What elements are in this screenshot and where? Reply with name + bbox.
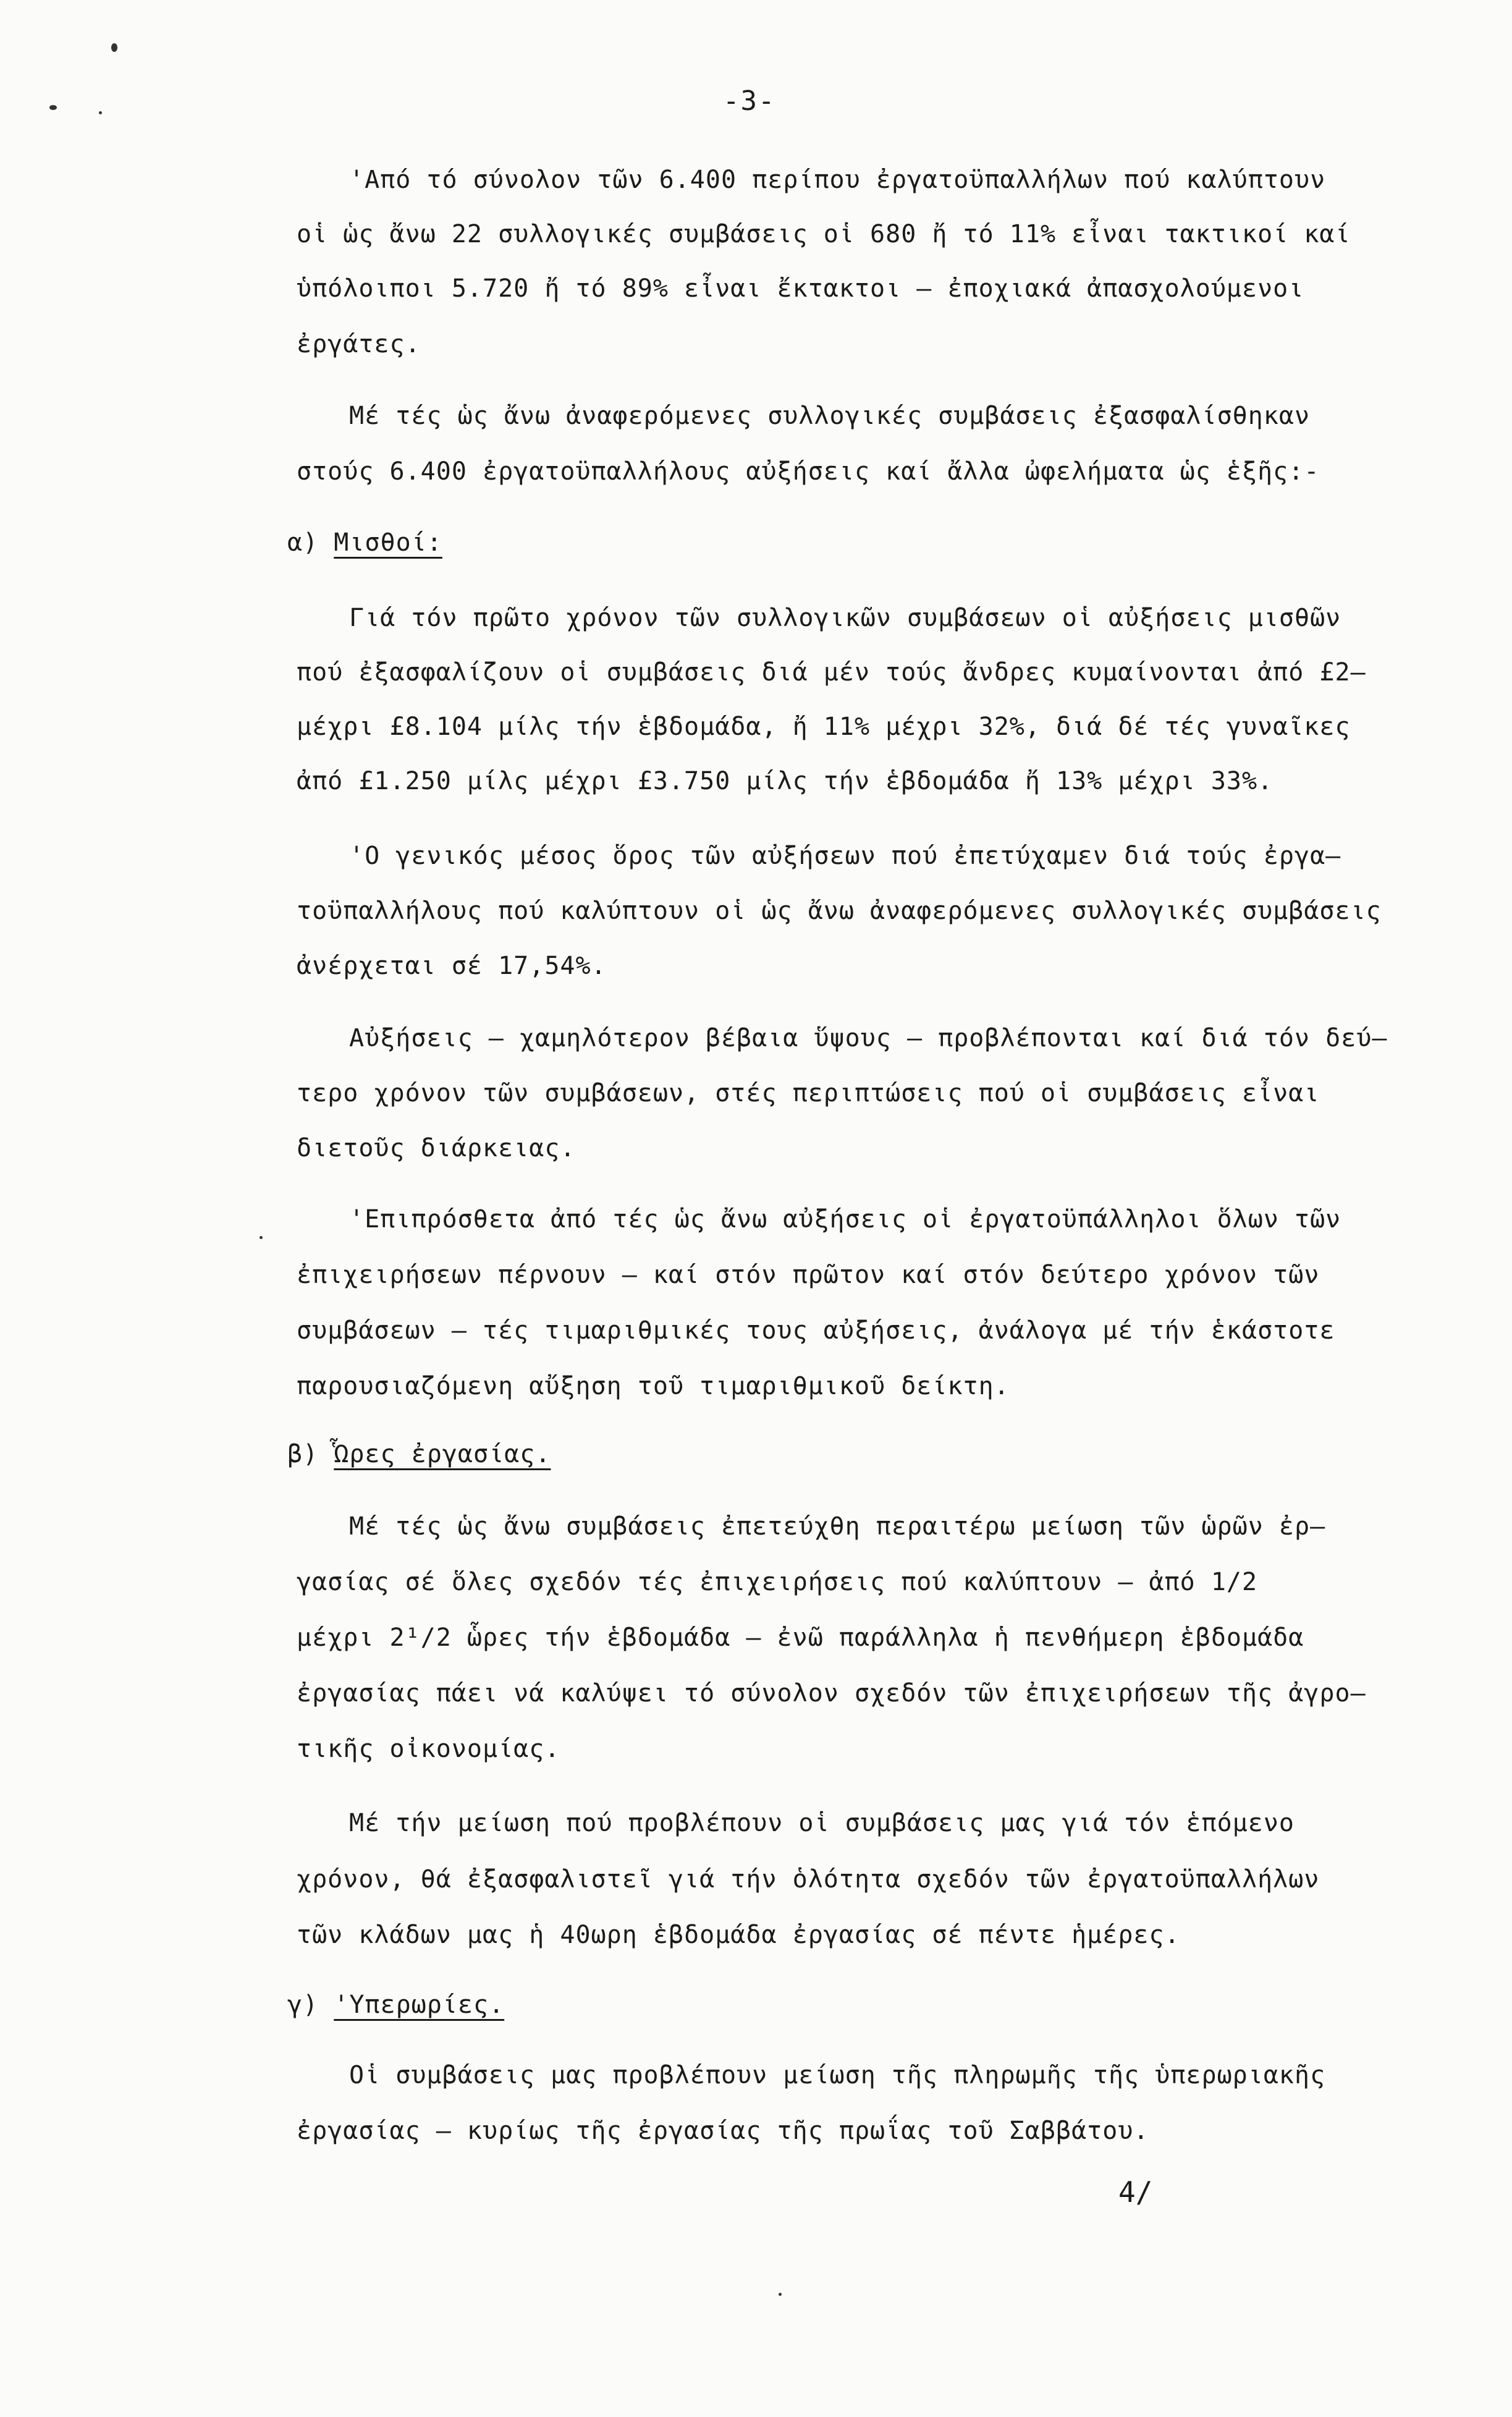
- section-c-prefix: γ): [287, 1991, 319, 2019]
- text-line: ἐργάτες.: [297, 330, 421, 358]
- text-line: Οἱ συμβάσεις μας προβλέπουν μείωση τῆς πληρωμῆς τῆς ὑπερωριακῆς: [349, 2061, 1326, 2089]
- text-line: Γιά τόν πρῶτο χρόνον τῶν συλλογικῶν συμβάσεων οἱ αὐξήσεις μισθῶν: [349, 604, 1341, 632]
- scan-speck: [49, 105, 57, 110]
- scan-speck: [779, 2293, 782, 2296]
- text-line: διετοῦς διάρκειας.: [297, 1134, 576, 1162]
- text-line: πού ἐξασφαλίζουν οἱ συμβάσεις διά μέν τούς ἄνδρες κυμαίνονται ἀπό £2–: [297, 658, 1366, 687]
- text-line: ἀνέρχεται σέ 17,54%.: [297, 952, 607, 980]
- text-line: Μέ τές ὡς ἄνω συμβάσεις ἐπετεύχθη περαιτέρω μείωση τῶν ὡρῶν ἐρ–: [349, 1512, 1326, 1541]
- section-c-heading: [287, 1991, 504, 2019]
- text-line: 'Από τό σύνολον τῶν 6.400 περίπου ἐργατοϋπαλλήλων πού καλύπτουν: [349, 166, 1326, 194]
- text-line: Μέ τήν μείωση πού προβλέπουν οἱ συμβάσεις μας γιά τόν ἑπόμενο: [349, 1809, 1295, 1837]
- scan-speck: [260, 1236, 263, 1239]
- text-line: τοϋπαλλήλους πού καλύπτουν οἱ ὡς ἄνω ἀναφερόμενες συλλογικές συμβάσεις: [297, 897, 1382, 925]
- scan-speck: [111, 43, 117, 52]
- text-line: 'Επιπρόσθετα ἀπό τές ὡς ἄνω αὐξήσεις οἱ ἐργατοϋπάλληλοι ὅλων τῶν: [349, 1205, 1341, 1234]
- continuation-marker: 4/: [1118, 2175, 1153, 2209]
- text-line: χρόνον, θά ἐξασφαλιστεῖ γιά τήν ὁλότητα σχεδόν τῶν ἐργατοϋπαλλήλων: [297, 1865, 1320, 1894]
- text-line: Μέ τές ὡς ἄνω ἀναφερόμενες συλλογικές συμβάσεις ἐξασφαλίσθηκαν: [349, 402, 1311, 430]
- text-line: συμβάσεων – τές τιμαριθμικές τους αὐξήσεις, ἀνάλογα μέ τήν ἑκάστοτε: [297, 1316, 1335, 1345]
- text-line: Αὐξήσεις – χαμηλότερον βέβαια ὕψους – προβλέπονται καί διά τόν δεύ–: [349, 1024, 1388, 1052]
- text-line: τικῆς οἰκονομίας.: [297, 1735, 560, 1763]
- text-line: τερο χρόνον τῶν συμβάσεων, στές περιπτώσεις πού οἱ συμβάσεις εἶναι: [297, 1079, 1320, 1107]
- scan-speck: [99, 111, 102, 114]
- section-b-prefix: β): [287, 1440, 319, 1468]
- text-line: μέχρι £8.104 μίλς τήν ἑβδομάδα, ἤ 11% μέχρι 32%, διά δέ τές γυναῖκες: [297, 713, 1351, 741]
- text-line: στούς 6.400 ἐργατοϋπαλλήλους αὐξήσεις καί ἄλλα ὠφελήματα ὡς ἑξῆς:-: [297, 457, 1320, 486]
- page-number: -3-: [723, 85, 776, 117]
- section-b-heading: [287, 1440, 551, 1468]
- section-a-prefix: α): [287, 528, 319, 557]
- section-a-heading: [287, 528, 442, 557]
- text-line: οἱ ὡς ἄνω 22 συλλογικές συμβάσεις οἱ 680 ἤ τό 11% εἶναι τακτικοί καί: [297, 220, 1351, 248]
- text-line: παρουσιαζόμενη αὔξηση τοῦ τιμαριθμικοῦ δείκτη.: [297, 1372, 1010, 1400]
- text-line: ἐπιχειρήσεων πέρνουν – καί στόν πρῶτον καί στόν δεύτερο χρόνον τῶν: [297, 1261, 1320, 1289]
- text-line: γασίας σέ ὅλες σχεδόν τές ἐπιχειρήσεις πού καλύπτουν – ἀπό 1/2: [297, 1568, 1258, 1596]
- section-b-title: Ὧρες ἐργασίας.: [334, 1440, 551, 1468]
- text-line: τῶν κλάδων μας ἡ 40ωρη ἑβδομάδα ἐργασίας σέ πέντε ἡμέρες.: [297, 1921, 1180, 1949]
- text-line: ὑπόλοιποι 5.720 ἤ τό 89% εἶναι ἔκτακτοι – ἐποχιακά ἀπασχολούμενοι: [297, 274, 1304, 303]
- text-line: 'Ο γενικός μέσος ὅρος τῶν αὐξήσεων πού ἐπετύχαμεν διά τούς ἐργα–: [349, 842, 1341, 870]
- text-line: μέχρι 2¹/2 ὧρες τήν ἑβδομάδα – ἐνῶ παράλληλα ἡ πενθήμερη ἑβδομάδα: [297, 1623, 1304, 1652]
- text-line: ἐργασίας – κυρίως τῆς ἐργασίας τῆς πρωΐας τοῦ Σαββάτου.: [297, 2117, 1149, 2145]
- text-line: ἀπό £1.250 μίλς μέχρι £3.750 μίλς τήν ἑβδομάδα ἤ 13% μέχρι 33%.: [297, 767, 1273, 795]
- section-c-title: 'Υπερωρίες.: [334, 1991, 505, 2019]
- section-a-title: Μισθοί:: [334, 528, 442, 557]
- text-line: ἐργασίας πάει νά καλύψει τό σύνολον σχεδόν τῶν ἐπιχειρήσεων τῆς ἀγρο–: [297, 1679, 1366, 1708]
